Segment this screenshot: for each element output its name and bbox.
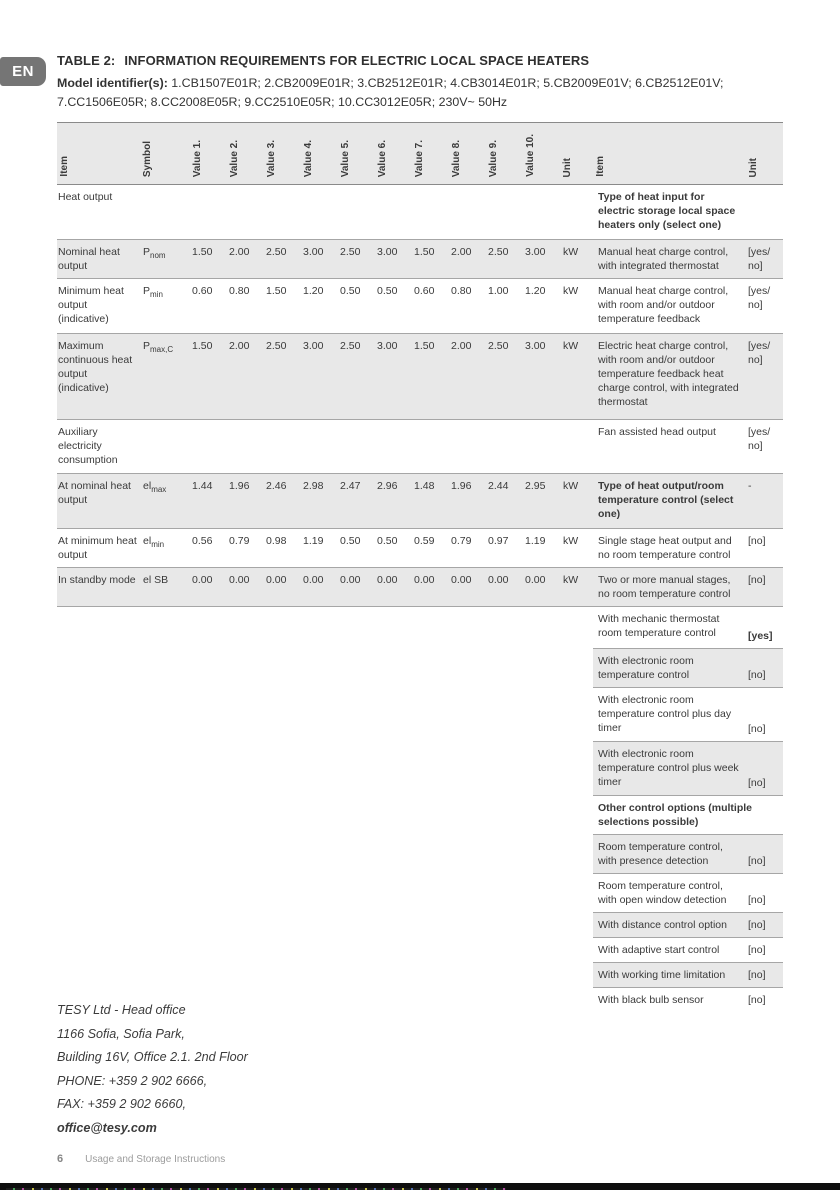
symbol-cell: $el_{min}$ [143,535,165,550]
value-cell: 1.50 [266,285,287,297]
value-cell [264,420,301,473]
address-line: Building 16V, Office 2.1. 2nd Floor [57,1050,248,1064]
value-cell: 3.00 [303,340,324,352]
column-header-label: Symbol [142,140,153,177]
value-cell [227,420,264,473]
column-header-label: Value 3. [266,139,277,177]
symbol-cell: $P_{max,C}$ [143,340,174,355]
value-cell [412,420,449,473]
value-cell [190,420,227,473]
table-row [593,835,783,874]
company-address [57,1003,248,1144]
table-row [593,649,783,688]
value-cell: 1.96 [451,480,472,492]
company-email: office@tesy.com [57,1120,157,1135]
table-title [57,53,785,68]
right-unit-cell: [yes/ no] [748,246,771,272]
right-unit-cell [746,185,783,239]
value-cell: 0.00 [525,574,546,586]
column-header [338,123,375,184]
column-header-label: Value 10. [525,134,536,177]
column-header [746,123,783,184]
model-identifiers-list: 1.CB1507E01R; 2.CB2009E01R; 3.CB2512E01R; 4.CB3014E01R; 5.CB2009E01V; 6.CB2512E01V; 7.CC1506E05R; 8.CC2008E05R; 9.CC2510E05R; 10.CC3012E05R; 230V~ 50Hz [57,76,724,109]
right-unit-cell: [yes/ no] [748,426,771,452]
value-cell: 3.00 [525,340,546,352]
right-unit-cell: [no] [748,669,766,681]
value-cell: 0.00 [192,574,213,586]
right-unit-cell: [no] [748,535,766,547]
model-identifiers-label: Model identifier(s): [57,76,168,90]
value-cell: 0.59 [414,535,435,547]
symbol-cell: el SB [143,574,169,586]
value-cell: 2.50 [340,246,361,258]
right-unit-cell: [no] [748,894,766,906]
value-cell: 0.00 [266,574,287,586]
column-header [227,123,264,184]
address-line: 1166 Sofia, Sofia Park, [57,1026,185,1041]
right-item-cell: With black bulb sensor [598,994,704,1006]
value-cell [375,420,412,473]
value-cell [523,420,560,473]
value-cell: 2.50 [266,340,287,352]
table-row [593,913,783,938]
value-cell: 0.00 [488,574,509,586]
value-cell: 0.79 [229,535,250,547]
column-header-label: Value 2. [229,139,240,177]
table-title-text: INFORMATION REQUIREMENTS FOR ELECTRIC LOCAL SPACE HEATERS [124,53,590,68]
value-cell: 3.00 [377,340,398,352]
unit-cell: kW [563,535,579,547]
column-header [412,123,449,184]
address-line: FAX: +359 2 902 6660, [57,1097,186,1111]
value-cell: 1.20 [303,285,324,297]
value-cell: 0.00 [377,574,398,586]
footer-text: Usage and Storage Instructions [85,1154,226,1165]
page-number: 6 [57,1153,64,1165]
value-cell [338,185,375,239]
print-marks [6,1188,506,1190]
column-header [486,123,523,184]
column-header [190,123,227,184]
column-header [593,123,746,184]
value-cell: 0.80 [229,285,250,297]
item-cell: Maximum continuous heat output (indicative) [58,340,133,394]
unit-cell: kW [563,285,579,297]
right-unit-cell: [no] [748,994,766,1006]
right-unit-cell: [yes/ no] [748,285,771,311]
value-cell: 1.50 [192,340,213,352]
value-cell: 0.50 [340,535,361,547]
item-cell: In standby mode [58,574,136,586]
column-header-label: Value 6. [377,139,388,177]
table-row [57,240,783,279]
item-cell: At nominal heat output [58,480,131,506]
column-header [375,123,412,184]
value-cell: 0.50 [377,285,398,297]
right-item-cell: Other control options (multiple selections possible) [598,802,752,828]
column-header [57,123,140,184]
value-cell: 1.19 [525,535,546,547]
value-cell: 3.00 [525,246,546,258]
symbol-cell: $el_{max}$ [143,480,167,495]
right-item-cell: Electric heat charge control, with room and/or outdoor temperature feedback heat charge control, with integrated thermostat [598,340,739,408]
table-row [593,742,783,796]
value-cell: 0.97 [488,535,509,547]
print-edge-bar [0,1183,840,1190]
value-cell: 1.48 [414,480,435,492]
table-row [593,938,783,963]
value-cell [449,185,486,239]
value-cell: 0.60 [414,285,435,297]
value-cell: 0.50 [340,285,361,297]
right-item-cell: Two or more manual stages, no room temperature control [598,574,731,600]
value-cell: 2.46 [266,480,287,492]
right-unit-cell: [no] [748,969,766,981]
table-header-row [57,122,783,185]
right-unit-cell: [no] [748,855,766,867]
right-item-cell: With electronic room temperature control [598,655,694,681]
value-cell: 2.00 [451,246,472,258]
value-cell [301,185,338,239]
value-cell: 0.50 [377,535,398,547]
item-cell: Auxiliary electricity consumption [58,426,118,466]
unit-cell: kW [563,246,579,258]
address-line: PHONE: +359 2 902 6666, [57,1073,208,1088]
right-item-cell: Room temperature control, with presence detection [598,841,723,867]
symbol-cell: $P_{nom}$ [143,246,166,261]
unit-cell: kW [563,574,579,586]
column-header-label: Value 8. [451,139,462,177]
value-cell [523,185,560,239]
table-row [57,185,783,240]
table-row [57,420,783,474]
value-cell: 1.20 [525,285,546,297]
value-cell: 3.00 [377,246,398,258]
value-cell: 0.60 [192,285,213,297]
symbol-cell: $P_{min}$ [143,285,163,300]
symbol-cell [140,420,190,473]
document-header [57,53,785,112]
model-identifiers [57,74,785,112]
column-header-label: Unit [748,157,759,177]
item-cell: Minimum heat output (indicative) [58,285,124,325]
value-cell: 2.50 [340,340,361,352]
column-header-label: Unit [562,157,573,177]
right-unit-cell: [no] [748,574,766,586]
value-cell: 2.44 [488,480,509,492]
item-cell: At minimum heat output [58,535,137,561]
value-cell: 2.50 [488,246,509,258]
right-item-cell: With working time limitation [598,969,726,981]
symbol-cell [140,185,190,239]
value-cell [338,420,375,473]
value-cell [375,185,412,239]
value-cell: 1.50 [414,246,435,258]
right-item-cell: With mechanic thermostat room temperature control [598,613,720,639]
column-header [560,123,593,184]
table-row [593,796,783,835]
table-title-prefix: TABLE 2: [57,53,116,68]
value-cell: 2.47 [340,480,361,492]
value-cell: 1.50 [414,340,435,352]
column-header-label: Value 7. [414,139,425,177]
page-footer [57,1153,225,1165]
value-cell: 0.56 [192,535,213,547]
unit-cell: kW [563,340,579,352]
value-cell: 1.19 [303,535,324,547]
value-cell: 1.50 [192,246,213,258]
column-header-label: Value 1. [192,139,203,177]
value-cell [227,185,264,239]
value-cell: 2.00 [451,340,472,352]
table-body [57,185,783,607]
value-cell: 3.00 [303,246,324,258]
value-cell: 2.00 [229,246,250,258]
value-cell [190,185,227,239]
column-header [449,123,486,184]
column-header-label: Value 5. [340,139,351,177]
column-header-label: Value 4. [303,139,314,177]
value-cell [412,185,449,239]
value-cell: 2.98 [303,480,324,492]
value-cell: 0.00 [451,574,472,586]
right-unit-cell: - [748,480,752,492]
value-cell: 1.96 [229,480,250,492]
right-item-cell: Manual heat charge control, with integrated thermostat [598,246,729,272]
value-cell: 0.98 [266,535,287,547]
value-cell: 2.96 [377,480,398,492]
table-row [593,874,783,913]
right-item-cell: Type of heat input for electric storage local space heaters only (select one) [598,191,736,231]
right-unit-cell: [no] [748,944,766,956]
table-row [57,474,783,529]
table-row [57,529,783,568]
table-row [57,568,783,607]
right-item-cell: With distance control option [598,919,727,931]
table-row [57,279,783,334]
table-row [593,607,783,649]
value-cell: 2.50 [488,340,509,352]
value-cell: 2.00 [229,340,250,352]
item-cell: Nominal heat output [58,246,120,272]
item-cell: Heat output [58,191,113,203]
right-unit-cell: [no] [748,777,766,789]
value-cell: 2.95 [525,480,546,492]
unit-cell [560,185,593,239]
right-item-cell: Manual heat charge control, with room and/or outdoor temperature feedback [598,285,729,325]
right-unit-cell: [no] [748,723,766,735]
value-cell [301,420,338,473]
table-right-column-rows [593,607,783,1012]
table-row [57,334,783,420]
column-header-label: Item [59,156,70,177]
right-unit-cell: [yes] [748,630,773,642]
right-item-cell: Type of heat output/room temperature control (select one) [598,480,734,520]
value-cell: 1.00 [488,285,509,297]
right-item-cell: Fan assisted head output [598,426,716,438]
value-cell [486,420,523,473]
unit-cell [560,420,593,473]
table-row [593,963,783,988]
value-cell: 0.00 [414,574,435,586]
column-header [523,123,560,184]
value-cell: 0.00 [340,574,361,586]
value-cell: 0.80 [451,285,472,297]
value-cell: 2.50 [266,246,287,258]
right-item-cell: With adaptive start control [598,944,720,956]
column-header [264,123,301,184]
value-cell: 0.00 [229,574,250,586]
table-row [593,688,783,742]
value-cell [486,185,523,239]
column-header [301,123,338,184]
language-badge: EN [0,57,46,86]
info-requirements-table [57,122,783,1012]
column-header [140,123,190,184]
value-cell: 0.00 [303,574,324,586]
right-item-cell: With electronic room temperature control plus day timer [598,694,732,734]
value-cell [264,185,301,239]
value-cell: 0.79 [451,535,472,547]
column-header-label: Value 9. [488,139,499,177]
value-cell: 1.44 [192,480,213,492]
right-unit-cell: [yes/ no] [748,340,771,366]
right-item-cell: Single stage heat output and no room temperature control [598,535,732,561]
table-row [593,988,783,1012]
right-unit-cell: [no] [748,919,766,931]
address-line: TESY Ltd - Head office [57,1003,186,1017]
column-header-label: Item [595,156,606,177]
right-item-cell: With electronic room temperature control plus week timer [598,748,739,788]
right-item-cell: Room temperature control, with open window detection [598,880,727,906]
value-cell [449,420,486,473]
unit-cell: kW [563,480,579,492]
